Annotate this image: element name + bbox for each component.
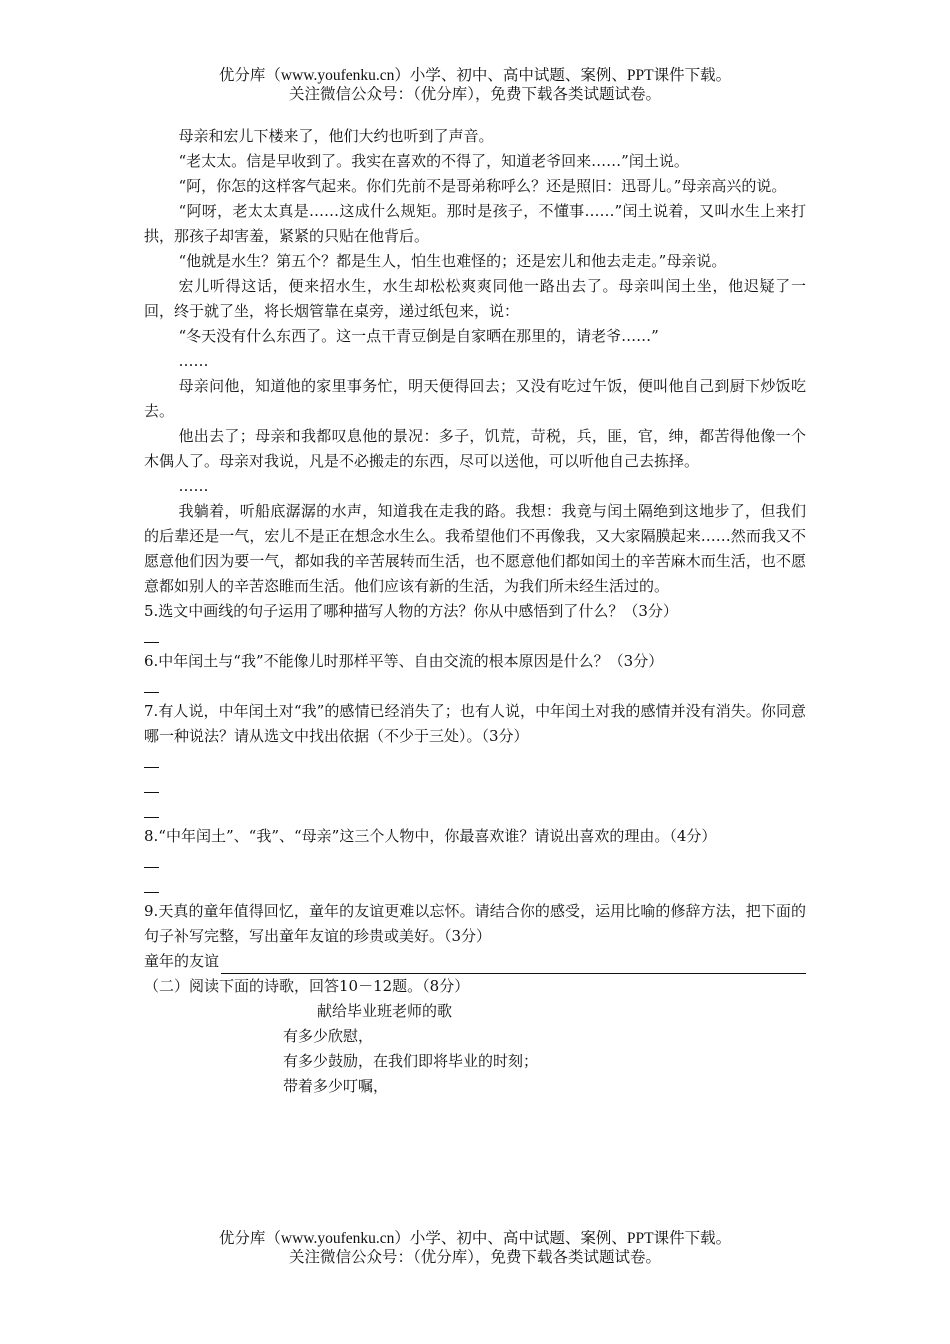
passage-paragraph: 宏儿听得这话，便来招水生，水生却松松爽爽同他一路出去了。母亲叫闰土坐，他迟疑了一回，终于就了坐，将长烟管靠在桌旁，递过纸包来，说： bbox=[144, 277, 806, 320]
poem-line: 带着多少叮嘱， bbox=[283, 1077, 389, 1095]
page-header bbox=[0, 66, 950, 104]
passage-paragraph: 母亲问他，知道他的家里事务忙，明天便得回去；又没有吃过午饭，便叫他自己到厨下炒饭吃去。 bbox=[144, 377, 806, 420]
fill-prefix: 童年的友谊 bbox=[144, 952, 220, 970]
passage-paragraph: “老太太。信是早收到了。我实在喜欢的不得了，知道老爷回来……”闰土说。 bbox=[178, 152, 689, 170]
passage-paragraph: 他出去了；母亲和我都叹息他的景况：多子，饥荒，苛税，兵，匪，官，绅，都苦得他像一个木偶人了。母亲对我说，凡是不必搬走的东西，尽可以送他，可以听他自己去拣择。 bbox=[144, 427, 806, 470]
question-9-fill bbox=[144, 949, 806, 974]
passage-paragraph: “阿呀，老太太真是……这成什么规矩。那时是孩子，不懂事……”闰土说着，又叫水生上来打拱，那孩子却害羞，紧紧的只贴在他背后。 bbox=[144, 202, 806, 245]
passage-paragraph: 母亲和宏儿下楼来了，他们大约也听到了声音。 bbox=[178, 127, 494, 145]
poem-title: 献给毕业班老师的歌 bbox=[317, 1002, 453, 1020]
footer-line-2: 关注微信公众号：（优分库），免费下载各类试题试卷。 bbox=[288, 1249, 661, 1266]
header-line-1: 优分库（www.youfenku.cn）小学、初中、高中试题、案例、PPT课件下载。 bbox=[218, 67, 732, 84]
page-footer bbox=[0, 1229, 950, 1267]
answer-blank-7a[interactable] bbox=[144, 749, 806, 774]
header-line-2: 关注微信公众号：（优分库），免费下载各类试题试卷。 bbox=[288, 86, 661, 103]
question-7: 7.有人说，中年闰土对“我”的感情已经消失了；也有人说，中年闰土对我的感情并没有消失。你同意哪一种说法？请从选文中找出依据（不少于三处）。（3分） bbox=[144, 702, 806, 745]
passage-paragraph: “阿，你怎的这样客气起来。你们先前不是哥弟称呼么？还是照旧：迅哥儿。”母亲高兴的说。 bbox=[178, 177, 787, 195]
answer-blank-8a[interactable] bbox=[144, 849, 806, 874]
passage-paragraph: “他就是水生？第五个？都是生人，怕生也难怪的；还是宏儿和他去走走。”母亲说。 bbox=[178, 252, 727, 270]
question-6: 6.中年闰土与“我”不能像儿时那样平等、自由交流的根本原因是什么？（3分） bbox=[144, 652, 664, 670]
section-2-heading: （二）阅读下面的诗歌，回答10－12题。（8分） bbox=[144, 977, 470, 995]
passage-ellipsis: …… bbox=[178, 477, 209, 495]
answer-blank-8b[interactable] bbox=[144, 874, 806, 899]
answer-blank-5[interactable] bbox=[144, 624, 806, 649]
answer-blank-7c[interactable] bbox=[144, 799, 806, 824]
question-5: 5.选文中画线的句子运用了哪种描写人物的方法？你从中感悟到了什么？（3分） bbox=[144, 602, 678, 620]
footer-line-1: 优分库（www.youfenku.cn）小学、初中、高中试题、案例、PPT课件下载。 bbox=[218, 1230, 732, 1247]
passage-paragraph: “冬天没有什么东西了。这一点干青豆倒是自家晒在那里的，请老爷……” bbox=[178, 327, 659, 345]
poem-line: 有多少鼓励，在我们即将毕业的时刻； bbox=[283, 1052, 539, 1070]
question-9: 9.天真的童年值得回忆，童年的友谊更难以忘怀。请结合你的感受，运用比喻的修辞方法，把下面的句子补写完整，写出童年友谊的珍贵或美好。（3分） bbox=[144, 902, 806, 945]
passage-paragraph: 我躺着，听船底潺潺的水声，知道我在走我的路。我想：我竟与闰土隔绝到这地步了，但我们的后辈还是一气，宏儿不是正在想念水生么。我希望他们不再像我，又大家隔膜起来……然而我又不愿意他们因为要一气，都如我的辛苦展转而生活，也不愿意他们都如闰土的辛苦麻木而生活，也不愿意都如别人的辛苦恣睢而生活。他们应该有新的生活，为我们所未经生活过的。 bbox=[144, 502, 806, 595]
answer-blank-6[interactable] bbox=[144, 674, 806, 699]
answer-blank-7b[interactable] bbox=[144, 774, 806, 799]
document-body bbox=[144, 124, 806, 1099]
question-8: 8.“中年闰土”、“我”、“母亲”这三个人物中，你最喜欢谁？请说出喜欢的理由。（4分） bbox=[144, 827, 717, 845]
poem-line: 有多少欣慰， bbox=[283, 1027, 374, 1045]
passage-ellipsis: …… bbox=[178, 352, 209, 370]
fill-in-line[interactable] bbox=[221, 954, 806, 974]
